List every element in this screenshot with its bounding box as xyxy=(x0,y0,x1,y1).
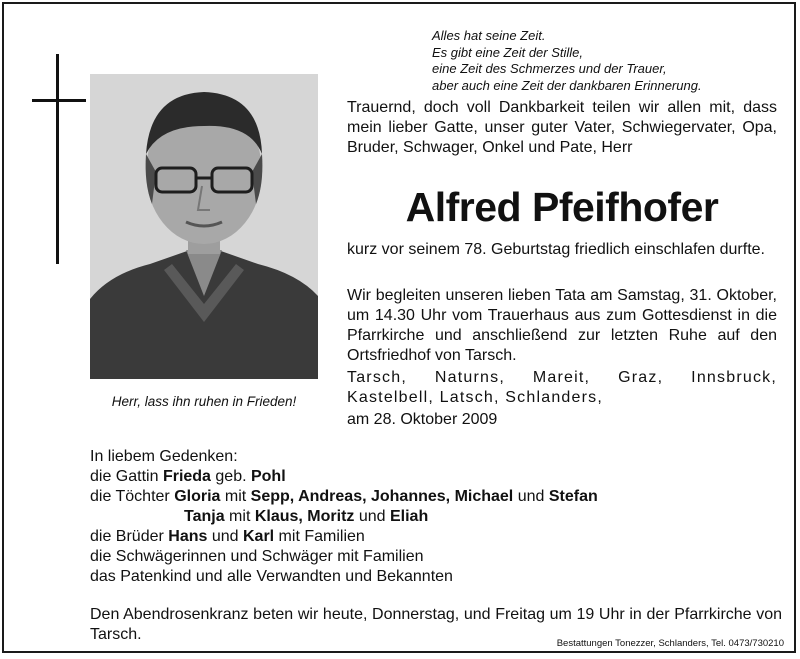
family-list xyxy=(90,447,750,587)
family-in-laws: die Schwägerinnen und Schwäger mit Familien xyxy=(90,548,424,565)
funeral-notice: Wir begleiten unseren lieben Tata am Samstag, 31. Oktober, um 14.30 Uhr vom Trauerhaus aus zum Gottesdienst in die Pfarrkirche und anschließend zur letzten Ruhe auf den Ortsfriedhof von Tarsch. xyxy=(347,287,777,364)
portrait-photo xyxy=(90,74,318,379)
cross-icon-bar xyxy=(32,99,86,102)
family-others: das Patenkind und alle Verwandten und Bekannten xyxy=(90,568,453,585)
family-daughter-2: Tanja mit Klaus, Moritz und Eliah xyxy=(184,508,429,525)
rosary-notice: Den Abendrosenkranz beten wir heute, Donnerstag, und Freitag um 19 Uhr in der Pfarrkirche von Tarsch. xyxy=(90,606,782,643)
photo-caption: Herr, lass ihn ruhen in Frieden! xyxy=(111,394,297,409)
obituary-notice xyxy=(2,2,796,653)
undertaker-info: Bestattungen Tonezzer, Schlanders, Tel. 0473/730210 xyxy=(556,638,784,649)
family-heading: In liebem Gedenken: xyxy=(90,448,238,465)
deceased-name: Alfred Pfeifhofer xyxy=(405,184,719,230)
death-notice: kurz vor seinem 78. Geburtstag friedlich einschlafen durfte. xyxy=(347,241,765,258)
family-daughter-1: die Töchter Gloria mit Sepp, Andreas, Johannes, Michael und Stefan xyxy=(90,488,598,505)
portrait-illustration xyxy=(90,74,318,379)
motto-line: eine Zeit des Schmerzes und der Trauer, xyxy=(432,61,667,76)
places-list: Tarsch, Naturns, Mareit, Graz, Innsbruck, Kastelbell, Latsch, Schlanders, xyxy=(347,369,777,406)
date-line: am 28. Oktober 2009 xyxy=(347,411,498,428)
motto-line: Alles hat seine Zeit. xyxy=(432,28,546,43)
intro-text: Trauernd, doch voll Dankbarkeit teilen wir allen mit, dass mein lieber Gatte, unser guter Vater, Schwiegervater, Opa, Bruder, Schwager, Onkel und Pate, Herr xyxy=(347,99,777,156)
motto-line: Es gibt eine Zeit der Stille, xyxy=(432,44,584,60)
family-wife: die Gattin Frieda geb. Pohl xyxy=(90,468,286,485)
motto-line: aber auch eine Zeit der dankbaren Erinnerung. xyxy=(432,77,702,93)
cross-icon xyxy=(56,54,59,264)
motto xyxy=(432,28,782,94)
family-brothers: die Brüder Hans und Karl mit Familien xyxy=(90,528,365,545)
